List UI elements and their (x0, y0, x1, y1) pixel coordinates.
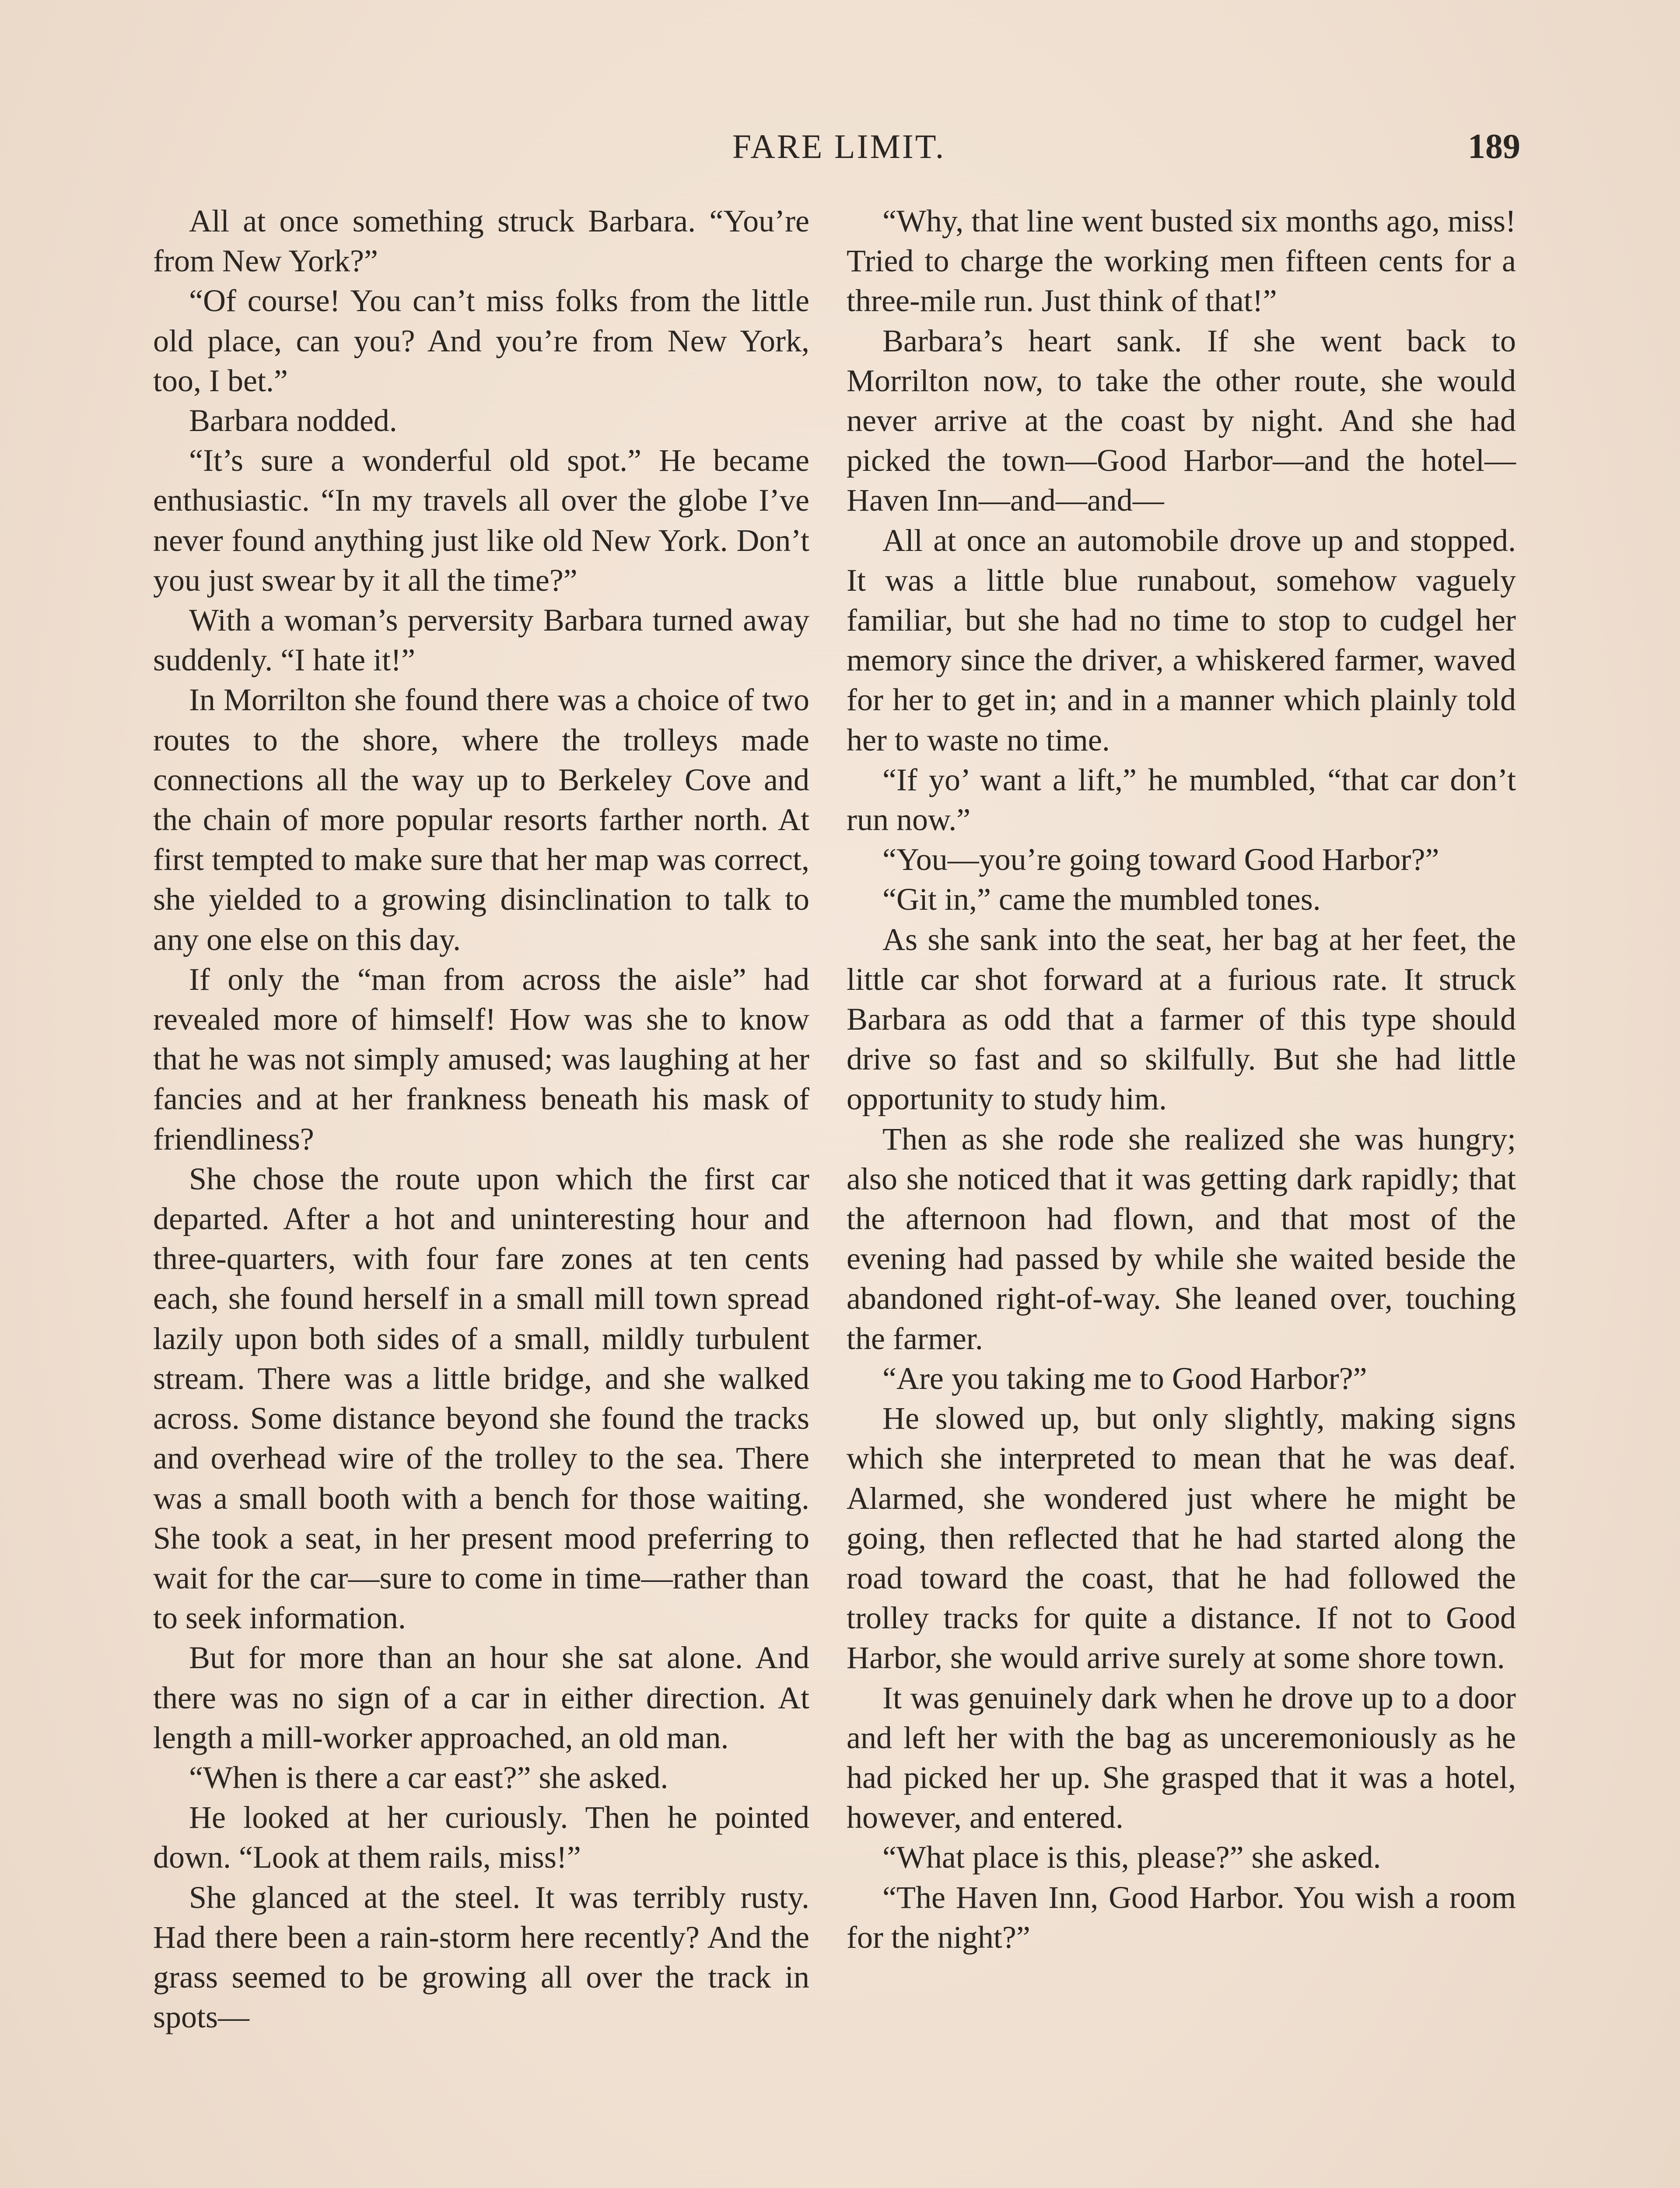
paragraph: “It’s sure a wonderful old spot.” He became enthusiastic. “In my travels all over the globe I’ve never found anything just like old New York. Don’t you just swear by it all the time?” (153, 443, 809, 598)
paragraph: “Why, that line went busted six months ago, miss! Tried to charge the working men fifteen cents for a three-mile run. Just think of that!” (847, 203, 1516, 319)
running-header (158, 127, 1520, 175)
paragraph: “Of course! You can’t miss folks from the little old place, can you? And you’re from New York, too, I bet.” (153, 283, 809, 398)
paragraph: She chose the route upon which the first car departed. After a hot and uninteresting hour and three-quarters, with four fare zones at ten cents each, she found herself in a small mill town spread lazily upon both sides of a small, mildly turbulent stream. There was a little bridge, and she walked across. Some distance beyond she found the tracks and overhead wire of the trolley to the sea. There was a small booth with a bench for those waiting. She took a seat, in her present mood preferring to wait for the car—sure to come in time—rather than to seek information. (153, 1161, 809, 1636)
story-title: FARE LIMIT. (732, 127, 946, 165)
paragraph: In Morrilton she found there was a choice of two routes to the shore, where the trolleys made connections all the way up to Berkeley Cove and the chain of more popular resorts farther north. At first tempted to make sure that her map was correct, she yielded to a growing disinclination to talk to any one else on this day. (153, 682, 809, 957)
paragraph: With a woman’s perversity Barbara turned away suddenly. “I hate it!” (153, 603, 809, 678)
paragraph: “Git in,” came the mumbled tones. (882, 882, 1321, 917)
right-column (847, 201, 1516, 1957)
page-number: 189 (1468, 127, 1520, 166)
paragraph: She glanced at the steel. It was terribly rusty. Had there been a rain-storm here recently? And the grass seemed to be growing all over the track in spots— (153, 1879, 809, 2035)
paragraph: “When is there a car east?” she asked. (189, 1760, 668, 1795)
left-column (153, 201, 809, 2037)
paragraph: If only the “man from across the aisle” had revealed more of himself! How was she to know that he was not simply amused; was laughing at her fancies and at her frankness beneath his mask of friendliness? (153, 961, 809, 1157)
paragraph: As she sank into the seat, her bag at her feet, the little car shot forward at a furious rate. It struck Barbara as odd that a farmer of this type should drive so fast and so skilfully. But she had little opportunity to study him. (847, 922, 1516, 1117)
paragraph: It was genuinely dark when he drove up to a door and left her with the bag as unceremoniously as he had picked her up. She grasped that it was a hotel, however, and entered. (847, 1680, 1516, 1835)
paragraph: Barbara nodded. (189, 403, 397, 438)
paragraph: He slowed up, but only slightly, making signs which she interpreted to mean that he was deaf. Alarmed, she wondered just where he might be going, then reflected that he had started along the road toward the coast, that he had followed the trolley tracks for quite a distance. If not to Good Harbor, she would arrive surely at some shore town. (847, 1401, 1516, 1676)
paragraph: All at once something struck Barbara. “You’re from New York?” (153, 203, 809, 279)
paragraph: “If yo’ want a lift,” he mumbled, “that car don’t run now.” (847, 762, 1516, 838)
paragraph: “The Haven Inn, Good Harbor. You wish a room for the night?” (847, 1879, 1516, 1955)
paragraph: He looked at her curiously. Then he pointed down. “Look at them rails, miss!” (153, 1800, 809, 1875)
paragraph: But for more than an hour she sat alone. And there was no sign of a car in either direction. At length a mill-worker approached, an old man. (153, 1640, 809, 1755)
paragraph: “Are you taking me to Good Harbor?” (882, 1360, 1367, 1396)
paragraph: Then as she rode she realized she was hungry; also she noticed that it was getting dark rapidly; that the afternoon had flown, and that most of the evening had passed by while she waited beside the abandoned right-of-way. She leaned over, touching the farmer. (847, 1121, 1516, 1356)
paragraph: Barbara’s heart sank. If she went back to Morrilton now, to take the other route, she would never arrive at the coast by night. And she had picked the town—Good Harbor—and the hotel—Haven Inn—and—and— (847, 323, 1516, 518)
paragraph: “You—you’re going toward Good Harbor?” (882, 842, 1439, 877)
paragraph: “What place is this, please?” she asked. (882, 1840, 1381, 1875)
paragraph: All at once an automobile drove up and stopped. It was a little blue runabout, somehow vaguely familiar, but she had no time to stop to cudgel her memory since the driver, a whiskered farmer, waved for her to get in; and in a manner which plainly told her to waste no time. (847, 522, 1516, 757)
